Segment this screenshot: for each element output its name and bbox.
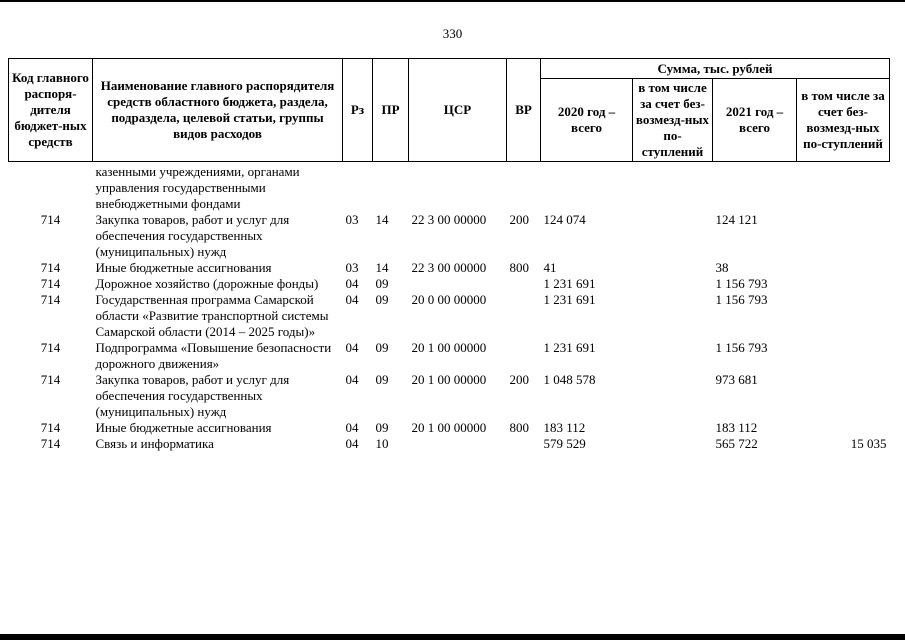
rz-cell: 03 <box>345 260 359 275</box>
incl-2021-cell: 15 035 <box>850 436 887 451</box>
table-row <box>9 276 890 292</box>
incl-2020-cell <box>633 292 713 340</box>
table-row <box>9 292 890 340</box>
page-number: 330 <box>442 26 463 41</box>
name-cell: Закупка товаров, работ и услуг для обеспечения государственных (муниципальных) нужд <box>95 212 290 259</box>
incl-2021-cell <box>797 260 890 276</box>
sum-2020-cell: 1 048 578 <box>543 372 596 387</box>
name-cell: Связь и информатика <box>95 436 214 451</box>
budget-table <box>8 58 890 452</box>
header-sum-group: Сумма, тыс. рублей <box>541 59 890 79</box>
rz-cell: 04 <box>345 372 359 387</box>
code-cell: 714 <box>40 212 61 227</box>
sum-2021-cell: 183 112 <box>715 420 758 435</box>
sum-2020-cell: 1 231 691 <box>543 292 596 307</box>
csr-cell <box>409 276 507 292</box>
csr-cell: 22 3 00 00000 <box>411 212 487 227</box>
header-total-2021: 2021 год – всего <box>713 79 797 162</box>
rz-cell: 04 <box>345 292 359 307</box>
pr-cell <box>373 164 409 212</box>
code-cell: 714 <box>40 420 61 435</box>
sum-2021-cell: 1 156 793 <box>715 276 768 291</box>
sum-2021-cell <box>713 164 797 212</box>
header-rz: Рз <box>343 59 373 162</box>
vr-cell <box>507 164 541 212</box>
name-cell: Государственная программа Самарской области «Развитие транспортной системы Самарской области (2014 – 2025 годы)» <box>95 292 329 339</box>
rz-cell: 03 <box>345 212 359 227</box>
header-incl-2020: в том числе за счет без-возмезд-ных по-ступлений <box>633 79 713 162</box>
code-cell: 714 <box>40 340 61 355</box>
vr-cell <box>507 292 541 340</box>
table-row <box>9 164 890 212</box>
name-cell: Иные бюджетные ассигнования <box>95 260 272 275</box>
header-vr: ВР <box>507 59 541 162</box>
vr-cell: 800 <box>509 260 529 275</box>
vr-cell: 200 <box>509 372 529 387</box>
incl-2021-cell <box>797 164 890 212</box>
vr-cell <box>507 276 541 292</box>
header-csr: ЦСР <box>409 59 507 162</box>
header-name: Наименование главного распорядителя средств областного бюджета, раздела, подраздела, целевой статьи, группы видов расходов <box>93 59 343 162</box>
code-cell <box>9 164 93 212</box>
code-cell: 714 <box>40 260 61 275</box>
header-incl-2021: в том числе за счет без-возмезд-ных по-ступлений <box>797 79 890 162</box>
incl-2020-cell <box>633 372 713 420</box>
csr-cell: 20 1 00 00000 <box>411 340 487 355</box>
sum-2021-cell: 973 681 <box>715 372 758 387</box>
name-cell: Закупка товаров, работ и услуг для обеспечения государственных (муниципальных) нужд <box>95 372 290 419</box>
incl-2021-cell <box>797 420 890 436</box>
rz-cell: 04 <box>345 420 359 435</box>
table-row <box>9 212 890 260</box>
vr-cell <box>507 436 541 452</box>
sum-2021-cell: 1 156 793 <box>715 292 768 307</box>
vr-cell: 800 <box>509 420 529 435</box>
incl-2020-cell <box>633 212 713 260</box>
pr-cell: 09 <box>375 292 389 307</box>
table-body <box>9 162 890 453</box>
table-row <box>9 436 890 452</box>
name-cell: казенными учреждениями, органами управления государственными внебюджетными фондами <box>95 164 300 211</box>
sum-2021-cell: 565 722 <box>715 436 758 451</box>
incl-2020-cell <box>633 164 713 212</box>
name-cell: Иные бюджетные ассигнования <box>95 420 272 435</box>
table-row <box>9 372 890 420</box>
csr-cell: 20 1 00 00000 <box>411 420 487 435</box>
incl-2020-cell <box>633 436 713 452</box>
rz-cell: 04 <box>345 276 359 291</box>
incl-2020-cell <box>633 340 713 372</box>
sum-2020-cell: 183 112 <box>543 420 586 435</box>
sum-2021-cell: 1 156 793 <box>715 340 768 355</box>
table-row <box>9 260 890 276</box>
code-cell: 714 <box>40 372 61 387</box>
name-cell: Подпрограмма «Повышение безопасности дорожного движения» <box>95 340 332 371</box>
table-row <box>9 340 890 372</box>
table-header <box>9 59 890 162</box>
incl-2020-cell <box>633 420 713 436</box>
sum-2020-cell: 579 529 <box>543 436 586 451</box>
pr-cell: 09 <box>375 276 389 291</box>
vr-cell: 200 <box>509 212 529 227</box>
vr-cell <box>507 340 541 372</box>
rz-cell <box>343 164 373 212</box>
table-row <box>9 420 890 436</box>
sum-2021-cell: 38 <box>715 260 729 275</box>
pr-cell: 09 <box>375 340 389 355</box>
code-cell: 714 <box>40 292 61 307</box>
pr-cell: 09 <box>375 372 389 387</box>
incl-2020-cell <box>633 260 713 276</box>
incl-2021-cell <box>797 212 890 260</box>
sum-2020-cell: 1 231 691 <box>543 276 596 291</box>
top-border <box>0 0 905 2</box>
bottom-border <box>0 634 905 640</box>
sum-2021-cell: 124 121 <box>715 212 758 227</box>
csr-cell <box>409 164 507 212</box>
header-total-2020: 2020 год – всего <box>541 79 633 162</box>
csr-cell: 20 0 00 00000 <box>411 292 487 307</box>
incl-2021-cell <box>797 340 890 372</box>
csr-cell: 22 3 00 00000 <box>411 260 487 275</box>
incl-2021-cell <box>797 372 890 420</box>
pr-cell: 14 <box>375 212 389 227</box>
sum-2020-cell: 124 074 <box>543 212 586 227</box>
pr-cell: 14 <box>375 260 389 275</box>
header-pr: ПР <box>373 59 409 162</box>
incl-2021-cell <box>797 292 890 340</box>
csr-cell <box>409 436 507 452</box>
incl-2020-cell <box>633 276 713 292</box>
rz-cell: 04 <box>345 340 359 355</box>
rz-cell: 04 <box>345 436 359 451</box>
pr-cell: 09 <box>375 420 389 435</box>
incl-2021-cell <box>797 276 890 292</box>
pr-cell: 10 <box>375 436 389 451</box>
sum-2020-cell <box>541 164 633 212</box>
csr-cell: 20 1 00 00000 <box>411 372 487 387</box>
name-cell: Дорожное хозяйство (дорожные фонды) <box>95 276 319 291</box>
code-cell: 714 <box>40 436 61 451</box>
header-code: Код главного распоря-дителя бюджет-ных средств <box>9 59 93 162</box>
code-cell: 714 <box>40 276 61 291</box>
sum-2020-cell: 1 231 691 <box>543 340 596 355</box>
sum-2020-cell: 41 <box>543 260 557 275</box>
